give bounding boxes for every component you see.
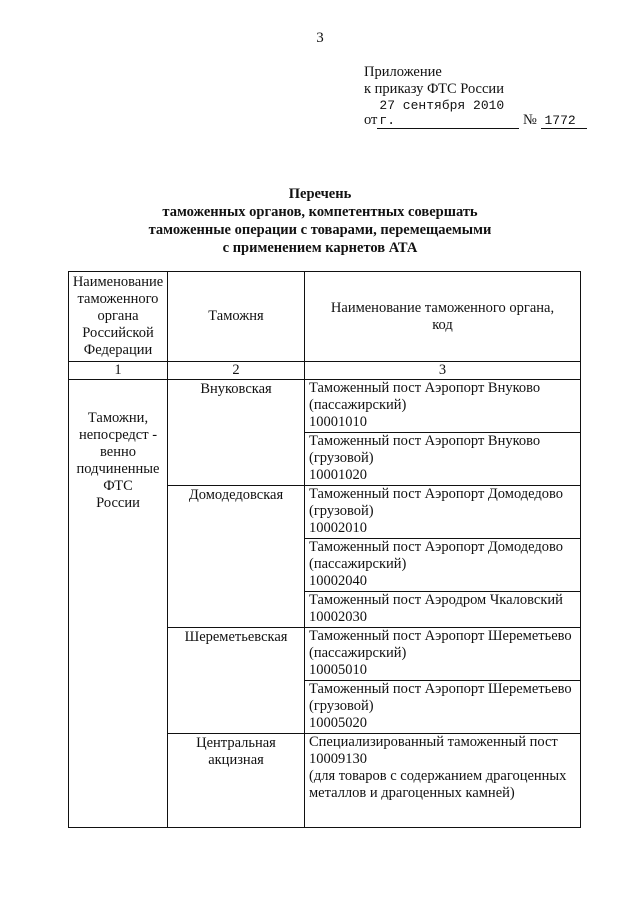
table-row xyxy=(69,380,581,433)
date-prefix: от xyxy=(364,112,378,128)
header-text: Наименование xyxy=(72,274,164,290)
post-cell xyxy=(305,592,581,628)
column-number: 3 xyxy=(305,362,581,380)
group-cell xyxy=(69,380,168,828)
post-text: Таможенный пост Аэропорт Шереметьево xyxy=(309,681,572,697)
post-code: 10002040 xyxy=(309,573,367,589)
title-line-2: таможенных органов, компетентных совершать xyxy=(162,204,478,220)
order-number: 1772 xyxy=(541,113,587,129)
group-text: венно xyxy=(100,444,136,460)
document-title xyxy=(0,185,640,257)
post-cell xyxy=(305,433,581,486)
customs-name xyxy=(168,380,305,486)
post-text: металлов и драгоценных камней) xyxy=(309,785,515,801)
post-code: 10001020 xyxy=(309,467,367,483)
post-text: (грузовой) xyxy=(309,503,374,519)
post-code: 10002030 xyxy=(309,609,367,625)
group-text: ФТС xyxy=(103,478,133,494)
post-cell xyxy=(305,681,581,734)
post-text: (пассажирский) xyxy=(309,397,407,413)
group-text: подчиненные xyxy=(76,461,160,477)
header-customs-body-code xyxy=(305,272,581,362)
group-text: России xyxy=(96,495,140,511)
customs-name xyxy=(168,486,305,628)
customs-name-text: акцизная xyxy=(208,752,264,768)
post-cell xyxy=(305,628,581,681)
title-line-3: таможенные операции с товарами, перемещаемыми xyxy=(148,222,492,238)
post-text: (пассажирский) xyxy=(309,556,407,572)
group-text: непосредст - xyxy=(78,427,158,443)
header-text: Наименование таможенного органа, xyxy=(330,299,555,316)
post-text: Таможенный пост Аэропорт Шереметьево xyxy=(309,628,572,644)
post-cell xyxy=(305,734,581,828)
column-numbers-row xyxy=(69,362,581,380)
post-code: 10005020 xyxy=(309,715,367,731)
appendix-line-1: Приложение xyxy=(364,64,442,80)
post-text: Таможенный пост Аэропорт Внуково xyxy=(309,380,541,396)
appendix-line-3 xyxy=(364,98,587,129)
customs-name xyxy=(168,628,305,734)
post-text: (для товаров с содержанием драгоценных xyxy=(309,768,567,784)
customs-name xyxy=(168,734,305,828)
customs-name-text: Внуковская xyxy=(200,381,272,397)
table-header-row xyxy=(69,272,581,362)
customs-name-text: Домодедовская xyxy=(188,487,284,503)
post-text: Специализированный таможенный пост xyxy=(309,734,558,750)
post-text: Таможенный пост Аэропорт Домодедово xyxy=(309,539,564,555)
post-text: (грузовой) xyxy=(309,698,374,714)
post-code: 10001010 xyxy=(309,414,367,430)
order-date: 27 сентября 2010 г. xyxy=(377,98,519,129)
post-code: 10002010 xyxy=(309,520,367,536)
post-cell xyxy=(305,539,581,592)
header-text: органа xyxy=(97,308,139,324)
header-federation-body xyxy=(69,272,168,362)
post-code: 10005010 xyxy=(309,662,367,678)
number-sign: № xyxy=(523,112,537,128)
header-customs: Таможня xyxy=(168,272,305,362)
column-number: 1 xyxy=(69,362,168,380)
post-text: Таможенный пост Аэропорт Домодедово xyxy=(309,486,564,502)
post-text: (грузовой) xyxy=(309,450,374,466)
page-number: 3 xyxy=(316,30,324,46)
post-text: Таможенный пост Аэродром Чкаловский xyxy=(309,592,563,608)
customs-name-text: Центральная xyxy=(196,735,276,751)
post-text: Таможенный пост Аэропорт Внуково xyxy=(309,433,541,449)
group-text: Таможни, xyxy=(87,410,149,426)
post-text: (пассажирский) xyxy=(309,645,407,661)
appendix-block xyxy=(364,64,587,129)
post-code: 10009130 xyxy=(309,751,367,767)
column-number: 2 xyxy=(168,362,305,380)
post-cell xyxy=(305,486,581,539)
header-text: Российской xyxy=(82,325,154,341)
customs-name-text: Шереметьевская xyxy=(184,629,288,645)
title-line-1: Перечень xyxy=(288,186,352,202)
appendix-line-2: к приказу ФТС России xyxy=(364,81,504,97)
customs-table xyxy=(68,271,581,828)
header-text: Федерации xyxy=(83,342,153,358)
header-text: таможенного xyxy=(77,291,159,307)
post-cell xyxy=(305,380,581,433)
title-line-4: с применением карнетов АТА xyxy=(222,240,418,256)
header-text: код xyxy=(432,316,453,333)
